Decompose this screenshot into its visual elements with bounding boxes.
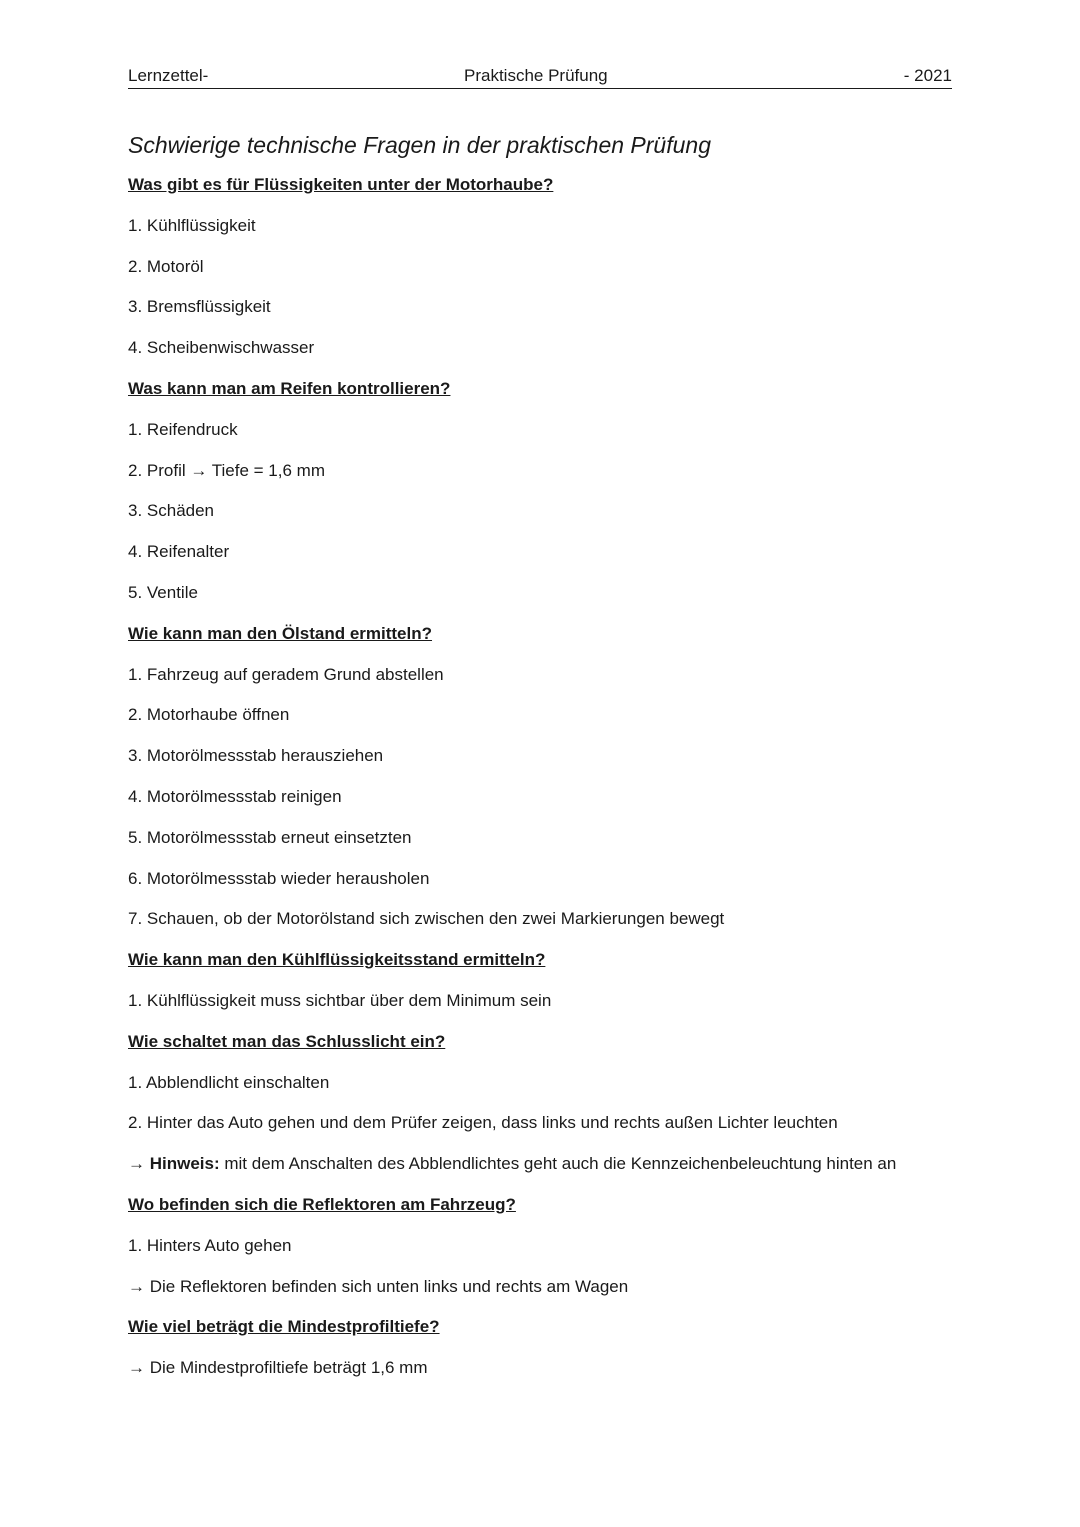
question-heading: Wo befinden sich die Reflektoren am Fahrzeug?: [128, 1194, 516, 1214]
note-label: Hinweis:: [149, 1154, 220, 1174]
note-text: mit dem Anschalten des Abblendlichtes geht auch die Kennzeichenbeleuchtung hinten an: [219, 1154, 897, 1174]
list-item: 1. Hinters Auto gehen: [128, 1235, 292, 1255]
list-item: 7. Schauen, ob der Motorölstand sich zwischen den zwei Markierungen bewegt: [128, 909, 725, 929]
list-item: 2. Motoröl: [128, 256, 204, 276]
question-heading: Wie viel beträgt die Mindestprofiltiefe?: [128, 1317, 440, 1337]
header-right: - 2021: [903, 66, 952, 85]
question-heading: Wie schaltet man das Schlusslicht ein?: [128, 1031, 446, 1051]
question-heading: Was gibt es für Flüssigkeiten unter der Motorhaube?: [128, 175, 554, 194]
note-item: [128, 1151, 958, 1177]
list-item: 1. Kühlflüssigkeit: [128, 215, 256, 235]
header-left: Lernzettel-: [128, 66, 209, 85]
list-item: 1. Kühlflüssigkeit muss sichtbar über dem Minimum sein: [128, 990, 552, 1010]
list-item: 2. Hinter das Auto gehen und dem Prüfer zeigen, dass links und rechts außen Lichter leuchten: [128, 1113, 838, 1133]
list-item: 5. Motorölmessstab erneut einsetzten: [128, 827, 412, 847]
arrow-icon: →: [128, 1154, 145, 1174]
header-center: Praktische Prüfung: [464, 66, 608, 85]
page-header: [128, 64, 952, 89]
list-item: 1. Abblendlicht einschalten: [128, 1072, 330, 1092]
list-item: 2. Profil → Tiefe = 1,6 mm: [128, 460, 325, 480]
document-body: [128, 126, 958, 1396]
list-item: 4. Motorölmessstab reinigen: [128, 786, 342, 806]
list-item: 5. Ventile: [128, 582, 198, 602]
list-item: 4. Scheibenwischwasser: [128, 338, 315, 358]
page-title: Schwierige technische Fragen in der praktischen Prüfung: [128, 132, 711, 158]
list-item: 3. Schäden: [128, 501, 215, 521]
question-heading: Wie kann man den Kühlflüssigkeitsstand ermitteln?: [128, 950, 546, 970]
list-item: → Die Mindestprofiltiefe beträgt 1,6 mm: [128, 1358, 428, 1378]
list-item: 2. Motorhaube öffnen: [128, 705, 290, 725]
list-item: 4. Reifenalter: [128, 542, 230, 562]
list-item: 1. Reifendruck: [128, 419, 238, 439]
list-item: → Die Reflektoren befinden sich unten links und rechts am Wagen: [128, 1276, 629, 1296]
list-item: 3. Bremsflüssigkeit: [128, 297, 271, 317]
question-heading: Was kann man am Reifen kontrollieren?: [128, 378, 451, 398]
list-item: 1. Fahrzeug auf geradem Grund abstellen: [128, 664, 444, 684]
list-item: 3. Motorölmessstab herausziehen: [128, 746, 384, 766]
list-item: 6. Motorölmessstab wieder herausholen: [128, 868, 430, 888]
question-heading: Wie kann man den Ölstand ermitteln?: [128, 623, 433, 643]
